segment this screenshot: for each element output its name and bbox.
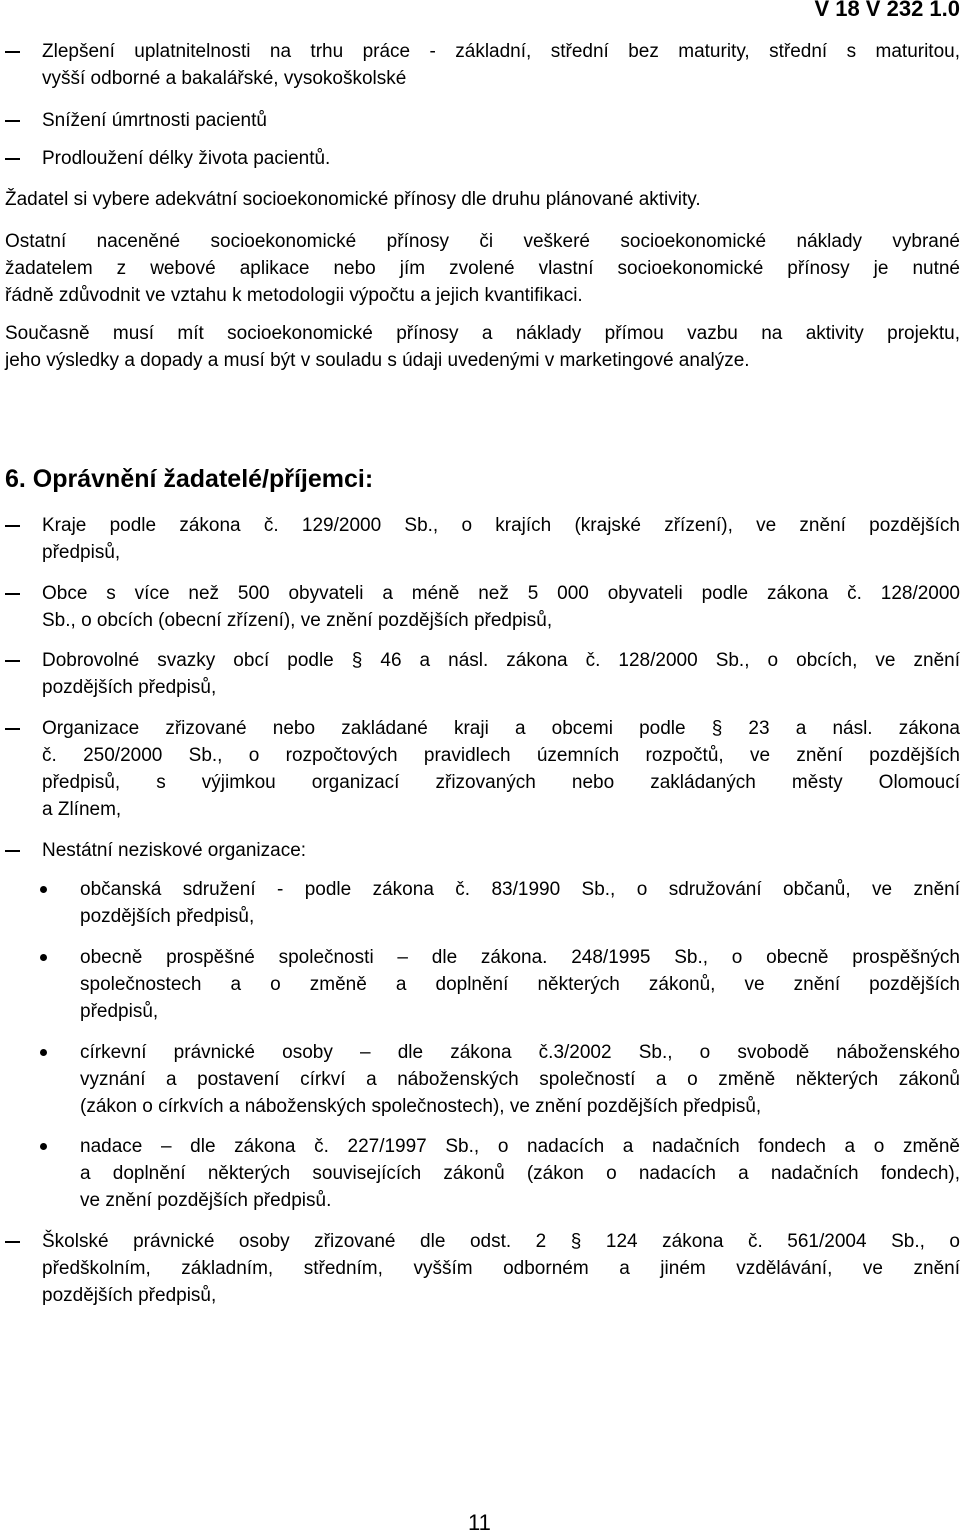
document-code: V 18 V 232 1.0: [814, 0, 960, 21]
bullet-icon: [40, 1143, 47, 1150]
dash-icon: [5, 593, 20, 595]
bullet-icon: [40, 1049, 47, 1056]
dash-icon: [5, 1241, 20, 1243]
dash-icon: [5, 728, 20, 730]
paragraph: Současně musí mít socioekonomické přínosy a náklady přímou vazbu na aktivity projektu, jeho výsledky a dopady a musí být v souladu s údaji uvedenými v marketingové analýze.: [5, 323, 960, 371]
dash-icon: [5, 51, 20, 53]
paragraph: Ostatní naceněné socioekonomické přínosy či veškeré socioekonomické náklady vybrané žadatelem z webové aplikace nebo jím zvolené vlastní socioekonomické přínosy je nutné řádně zdůvodnit ve vztahu k metodologii výpočtu a jejich kvantifikaci.: [5, 231, 960, 306]
bullet-icon: [40, 954, 47, 961]
dash-icon: [5, 158, 20, 160]
dash-icon: [5, 850, 20, 852]
section-heading: 6. Oprávnění žadatelé/příjemci:: [5, 465, 374, 493]
list-item: Prodloužení délky života pacientů.: [0, 145, 960, 172]
list-item: obecně prospěšné společnosti – dle zákona. 248/1995 Sb., o obecně prospěšných společnostech a o změně a doplnění některých zákonů, ve znění pozdějších předpisů,: [0, 944, 960, 1025]
list-item: Organizace zřizované nebo zakládané kraji a obcemi podle § 23 a násl. zákona č. 250/2000 Sb., o rozpočtových pravidlech územních rozpočtů, ve znění pozdějších předpisů, s výjimkou organizací zřizovaných nebo zakládaných městy Olomoucí a Zlínem,: [0, 715, 960, 823]
list-item: Obce s více než 500 obyvateli a méně než 5 000 obyvateli podle zákona č. 128/2000 Sb., o obcích (obecní zřízení), ve znění pozdějších předpisů,: [0, 580, 960, 634]
list-item: církevní právnické osoby – dle zákona č.3/2002 Sb., o svobodě náboženského vyznání a postavení církví a náboženských společností a o změně některých zákonů (zákon o církvích a náboženských společnostech), ve znění pozdějších předpisů,: [0, 1039, 960, 1120]
dash-icon: [5, 525, 20, 527]
page-number: 11: [468, 1510, 491, 1535]
list-item: Zlepšení uplatnitelnosti na trhu práce - základní, střední bez maturity, střední s maturitou, vyšší odborné a bakalářské, vysokoškolské: [0, 38, 960, 92]
dash-icon: [5, 120, 20, 122]
list-item: Dobrovolné svazky obcí podle § 46 a násl. zákona č. 128/2000 Sb., o obcích, ve znění pozdějších předpisů,: [0, 647, 960, 701]
list-item: Nestátní neziskové organizace:: [0, 837, 960, 864]
list-item: Kraje podle zákona č. 129/2000 Sb., o krajích (krajské zřízení), ve znění pozdějších předpisů,: [0, 512, 960, 566]
list-item: Školské právnické osoby zřizované dle odst. 2 § 124 zákona č. 561/2004 Sb., o předškolním, základním, středním, vyšším odborném a jiném vzdělávání, ve znění pozdějších předpisů,: [0, 1228, 960, 1309]
bullet-icon: [40, 886, 47, 893]
dash-icon: [5, 660, 20, 662]
paragraph: Žadatel si vybere adekvátní socioekonomické přínosy dle druhu plánované aktivity.: [5, 189, 701, 210]
list-item: Snížení úmrtnosti pacientů: [0, 107, 960, 134]
list-item: nadace – dle zákona č. 227/1997 Sb., o nadacích a nadačních fondech a o změně a doplnění některých souvisejících zákonů (zákon o nadacích a nadačních fondech), ve znění pozdějších předpisů.: [0, 1133, 960, 1214]
list-item: občanská sdružení - podle zákona č. 83/1990 Sb., o sdružování občanů, ve znění pozdějších předpisů,: [0, 876, 960, 930]
